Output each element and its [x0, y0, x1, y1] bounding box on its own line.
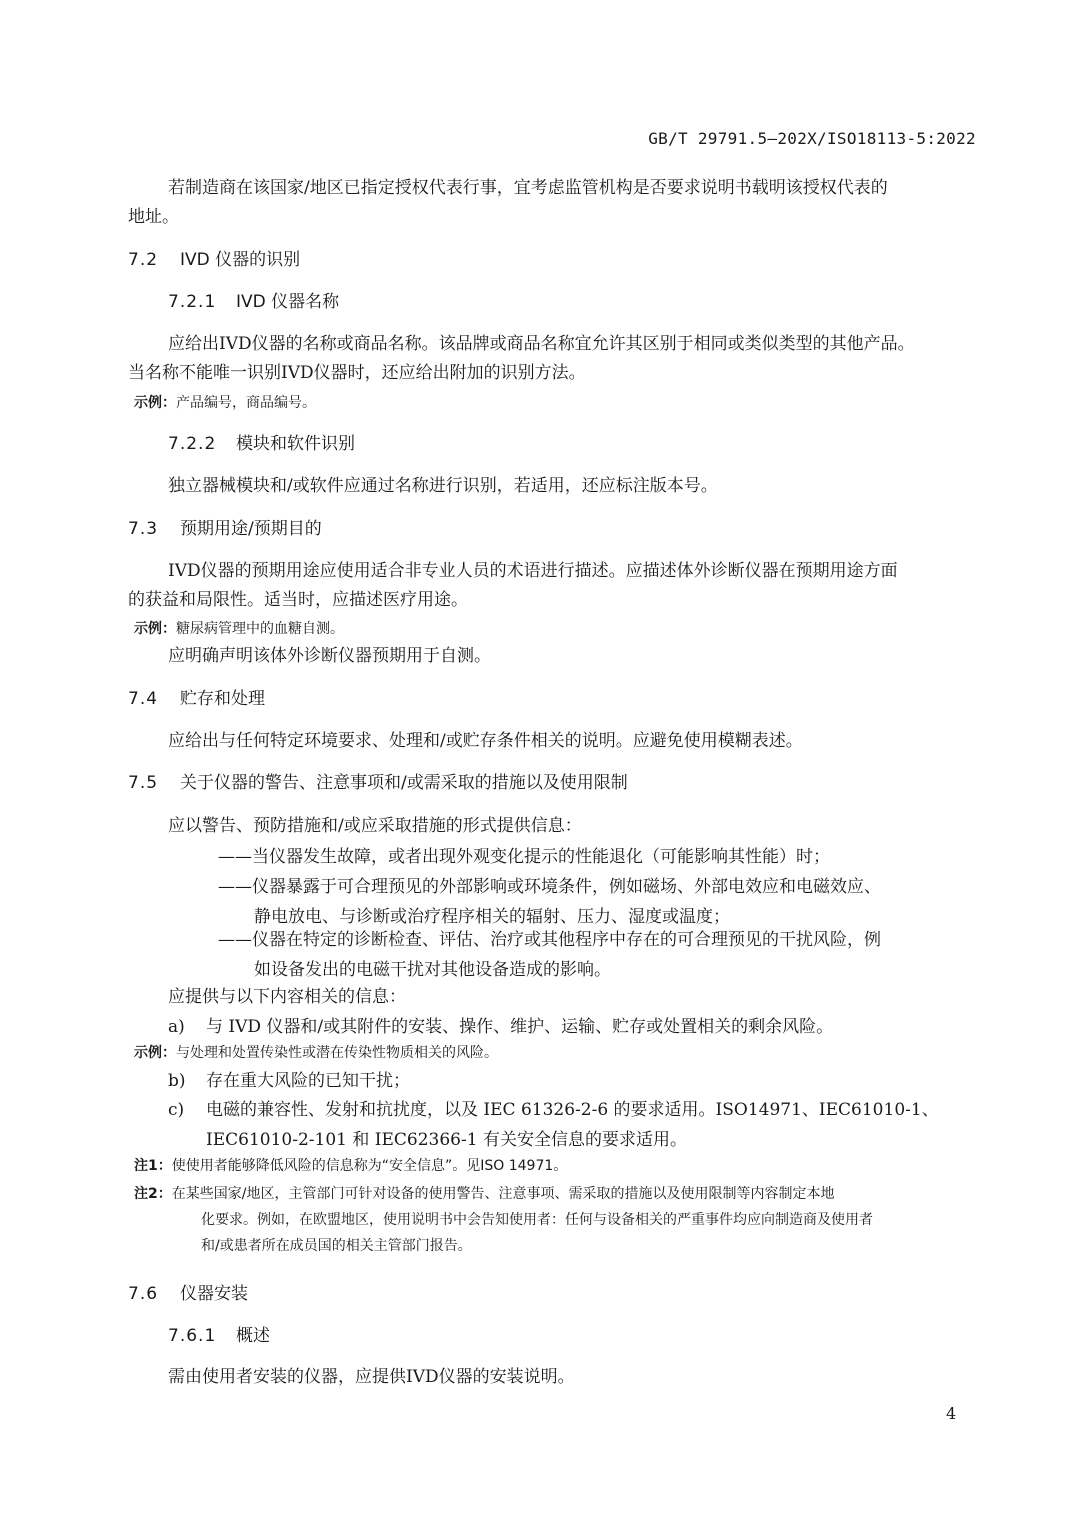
paragraph-7-5-info: 应提供与以下内容相关的信息：	[168, 987, 406, 1007]
section-heading-7-2-2: 7.2.2 模块和软件识别	[168, 434, 355, 454]
paragraph-7-3-self-test: 应明确声明该体外诊断仪器预期用于自测。	[168, 646, 491, 666]
paragraph-7-5: 应以警告、预防措施和/或应采取措施的形式提供信息：	[168, 816, 582, 836]
section-heading-7-6-1: 7.6.1 概述	[168, 1326, 270, 1346]
example-7-3: 示例：糖尿病管理中的血糖自测。	[134, 621, 344, 637]
paragraph-7-2-2: 独立器械模块和/或软件应通过名称进行识别，若适用，还应标注版本号。	[168, 476, 718, 496]
dash-item-3: ——仪器在特定的诊断检查、评估、治疗或其他程序中存在的可合理预见的干扰风险，例 如设备发出的电磁干扰对其他设备造成的影响。	[218, 930, 881, 980]
example-7-5: 示例：与处理和处置传染性或潜在传染性物质相关的风险。	[134, 1045, 498, 1061]
paragraph-7-2-1: 应给出IVD仪器的名称或商品名称。该品牌或商品名称宜允许其区别于相同或类似类型的其他产品。 当名称不能唯一识别IVD仪器时，还应给出附加的识别方法。	[128, 334, 915, 383]
section-heading-7-2-1: 7.2.1 IVD 仪器名称	[168, 292, 340, 312]
section-heading-7-4: 7.4 贮存和处理	[128, 689, 265, 709]
paragraph-7-3: IVD仪器的预期用途应使用适合非专业人员的术语进行描述。应描述体外诊断仪器在预期用途方面 的获益和局限性。适当时，应描述医疗用途。	[128, 561, 898, 610]
paragraph-7-4: 应给出与任何特定环境要求、处理和/或贮存条件相关的说明。应避免使用模糊表述。	[168, 731, 803, 751]
list-item-a: a) 与 IVD 仪器和/或其附件的安装、操作、维护、运输、贮存或处置相关的剩余风险。	[168, 1017, 834, 1037]
note-1: 注1：使使用者能够降低风险的信息称为“安全信息”。见ISO 14971。	[134, 1158, 568, 1174]
list-item-c: c) 电磁的兼容性、发射和抗扰度，以及 IEC 61326-2-6 的要求适用。ISO14971、IEC61010-1、 IEC61010-2-101 和 IEC62366-1 有关安全信息的要求适用。	[168, 1100, 939, 1150]
example-7-2-1: 示例：产品编号，商品编号。	[134, 395, 316, 411]
section-heading-7-2: 7.2 IVD 仪器的识别	[128, 250, 301, 270]
section-heading-7-6: 7.6 仪器安装	[128, 1284, 248, 1304]
standard-number-header: GB/T 29791.5—202X/ISO18113-5:2022	[648, 129, 976, 148]
intro-paragraph: 若制造商在该国家/地区已指定授权代表行事，宜考虑监管机构是否要求说明书载明该授权代表的 地址。	[128, 178, 888, 227]
section-heading-7-5: 7.5 关于仪器的警告、注意事项和/或需采取的措施以及使用限制	[128, 773, 628, 793]
note-2: 注2：在某些国家/地区，主管部门可针对设备的使用警告、注意事项、需采取的措施以及使用限制等内容制定本地 化要求。例如，在欧盟地区，使用说明书中会告知使用者：任何与设备相关的严重事件均应向制造商及使用者 和/或患者所在成员国的相关主管部门报告。	[134, 1186, 873, 1254]
section-heading-7-3: 7.3 预期用途/预期目的	[128, 519, 322, 539]
list-item-b: b) 存在重大风险的已知干扰；	[168, 1071, 410, 1091]
page-number: 4	[946, 1404, 957, 1423]
paragraph-7-6-1: 需由使用者安装的仪器，应提供IVD仪器的安装说明。	[168, 1367, 575, 1387]
dash-item-2: ——仪器暴露于可合理预见的外部影响或环境条件，例如磁场、外部电效应和电磁效应、 静电放电、与诊断或治疗程序相关的辐射、压力、湿度或温度；	[218, 877, 881, 927]
dash-item-1: ——当仪器发生故障，或者出现外观变化提示的性能退化（可能影响其性能）时；	[218, 847, 830, 867]
